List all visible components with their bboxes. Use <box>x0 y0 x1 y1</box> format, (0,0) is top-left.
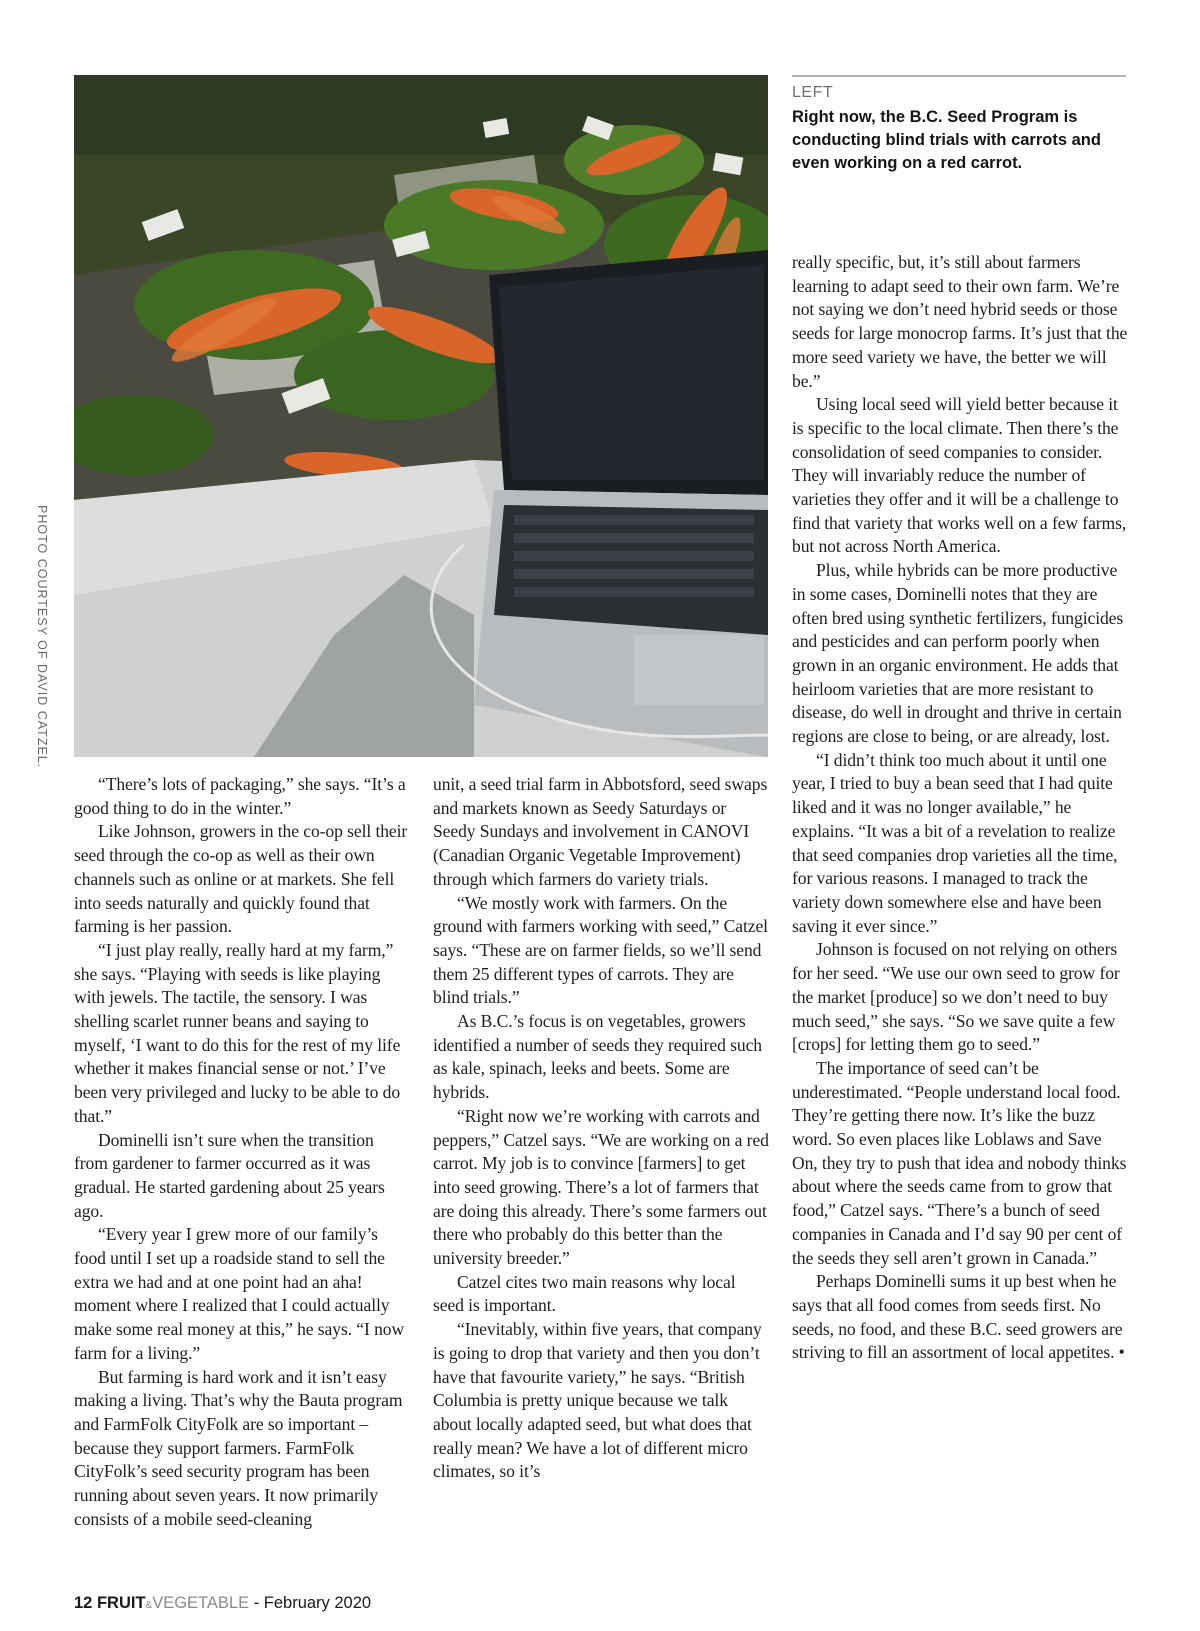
caption-label: LEFT <box>792 84 834 101</box>
paragraph: But farming is hard work and it isn’t easy making a living. That’s why the Bauta program and FarmFolk CityFolk are so important – because they support farmers. FarmFolk CityFolk’s seed security program has been running about seven years. It now primarily consists of a mobile seed-cleaning <box>74 1366 403 1529</box>
paragraph: Catzel cites two main reasons why local seed is important. <box>433 1271 736 1316</box>
article-column-2 <box>433 773 769 1484</box>
issue-date: - February 2020 <box>249 1594 372 1612</box>
paragraph: “There’s lots of packaging,” she says. “It’s a good thing to do in the winter.” <box>74 774 406 818</box>
page-footer <box>74 1594 371 1613</box>
paragraph: “Right now we’re working with carrots and peppers,” Catzel says. “We are working on a red carrot. My job is to convince [farmers] to get into seed growing. There’s a lot of farmers that are doing this already. There’s some farmers out there who probably do this better than the university breeder.” <box>433 1105 769 1269</box>
caption-divider <box>792 75 1126 77</box>
carrot-field-laptop-illustration <box>74 75 768 757</box>
paragraph: really specific, but, it’s still about farmers learning to adapt seed to their own farm. We’re not saying we don’t need hybrid seeds or those seeds for large monocrop farms. It’s just that the more seed variety we have, the better we will be.” <box>792 252 1128 391</box>
paragraph: The importance of seed can’t be underestimated. “People understand local food. They’re getting there now. It’s like the buzz word. So even places like Loblaws and Save On, they try to push that idea and nobody thinks about where the seeds came from to grow that food,” Catzel says. “There’s a bunch of seed companies in Canada and I’d say 90 per cent of the seeds they sell aren’t grown in Canada.” <box>792 1057 1127 1268</box>
page-number: 12 <box>74 1594 93 1612</box>
article-column-1 <box>74 773 410 1532</box>
paragraph: Plus, while hybrids can be more productive in some cases, Dominelli notes that they are often bred using synthetic fertilizers, fungicides and pesticides and can perform poorly when grown in an organic environment. He adds that heirloom varieties that are more resistant to disease, do well in drought and thrive in certain regions are close to being, or are already, lost. <box>792 560 1124 747</box>
paragraph: unit, a seed trial farm in Abbotsford, seed swaps and markets known as Seedy Saturdays or Seedy Sundays and involvement in CANOVI (Canadian Organic Vegetable Improvement) through which farmers do variety trials. <box>433 774 768 889</box>
paragraph: “Every year I grew more of our family’s food until I set up a roadside stand to sell the extra we had and at one point had an aha! moment where I realized that I could actually make some real money at this,” he says. “I now farm for a living.” <box>74 1224 405 1363</box>
magazine-name-fruit: FRUIT <box>96 1594 146 1612</box>
paragraph: Like Johnson, growers in the co-op sell their seed through the co-op as well as their own channels such as online or at markets. She fell into seeds naturally and quickly found that farming is her passion. <box>74 821 408 937</box>
paragraph: Perhaps Dominelli sums it up best when he says that all food comes from seeds first. No seeds, no food, and these B.C. seed growers are striving to fill an assortment of local appetites. • <box>792 1271 1125 1363</box>
paragraph: Using local seed will yield better because it is specific to the local climate. Then there’s the consolidation of seed companies to consider. They will invariably reduce the number of varieties they offer and it will be a challenge to find that variety that works well on a few farms, but not across North America. <box>792 394 1127 557</box>
caption-text: Right now, the B.C. Seed Program is conducting blind trials with carrots and even working on a red carrot. <box>792 108 1101 172</box>
paragraph: As B.C.’s focus is on vegetables, growers identified a number of seeds they required such as kale, spinach, leeks and beets. Some are hybrids. <box>433 1011 762 1103</box>
article-photo <box>74 75 768 757</box>
paragraph: “I didn’t think too much about it until one year, I tried to buy a bean seed that I had quite liked and it was no longer available,” he explains. “It was a bit of a revelation to realize that seed companies drop varieties all the time, for various reasons. I managed to track the variety down somewhere else and have been saving it ever since.” <box>792 749 1118 936</box>
photo-credit: PHOTO COURTESY OF DAVID CATZEL. <box>35 505 49 769</box>
paragraph: “I just play really, really hard at my farm,” she says. “Playing with seeds is like playing with jewels. The tactile, the sensory. I was shelling scarlet runner beans and saying to myself, ‘I want to do this for the rest of my life whether it makes financial sense or not.’ I’ve been very privileged and lucky to be able to do that.” <box>74 939 401 1126</box>
paragraph: “We mostly work with farmers. On the ground with farmers working with seed,” Catzel says. “These are on farmer fields, so we’ll send them 25 different types of carrots. They are blind trials.” <box>433 892 768 1008</box>
article-column-3 <box>792 251 1128 1365</box>
paragraph: Dominelli isn’t sure when the transition from gardener to farmer occurred as it was gradual. He started gardening about 25 years ago. <box>74 1129 385 1221</box>
paragraph: Johnson is focused on not relying on others for her seed. “We use our own seed to grow for the market [produce] so we don’t need to buy much seed,” she says. “So we save quite a few [crops] for letting them go to seed.” <box>792 939 1120 1055</box>
paragraph: “Inevitably, within five years, that company is going to drop that variety and then you don’t have that favourite variety,” he says. “British Columbia is pretty unique because we talk about locally adapted seed, but what does that really mean? We have a lot of different micro climates, so it’s <box>433 1319 762 1482</box>
magazine-name-amp: & <box>145 1600 153 1611</box>
magazine-name-vegetable: VEGETABLE <box>152 1594 250 1612</box>
